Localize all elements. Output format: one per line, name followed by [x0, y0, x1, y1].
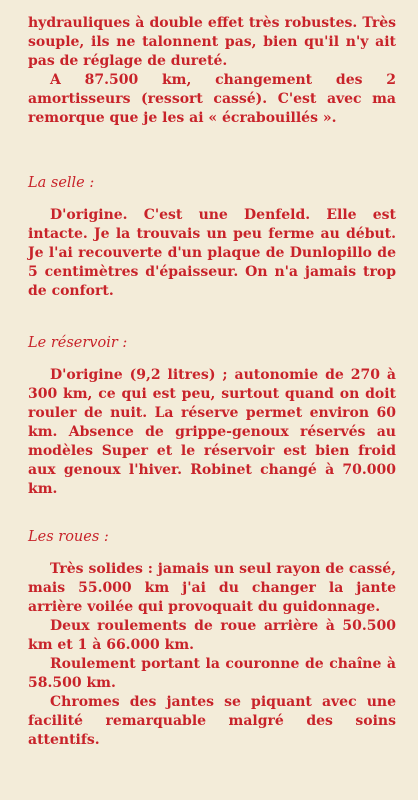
section-selle: [28, 174, 396, 301]
section-heading-reservoir: Le réservoir :: [28, 335, 128, 351]
section-paragraph: Roulement portant la couronne de chaîne à 58.500 km.: [28, 656, 396, 691]
section-reservoir: [28, 334, 396, 499]
section-paragraph: Chromes des jantes se piquant avec une facilité remarquable malgré des soins attentifs.: [28, 694, 396, 748]
intro-paragraph-1: hydrauliques à double effet très robustes. Très souple, ils ne talonnent pas, bien qu'il n'y ait pas de réglage de dureté.: [28, 15, 396, 69]
section-heading-selle: La selle :: [28, 175, 95, 191]
section-paragraph: D'origine. C'est une Denfeld. Elle est intacte. Je la trouvais un peu ferme au début. Je l'ai recouverte d'un plaque de Dunlopillo de 5 centimètres d'épaisseur. On n'a jamais trop de confort.: [28, 207, 396, 299]
section-heading-roues: Les roues :: [28, 529, 109, 545]
section-paragraph: Deux roulements de roue arrière à 50.500 km et 1 à 66.000 km.: [28, 618, 396, 653]
section-roues: [28, 528, 396, 750]
section-paragraph: D'origine (9,2 litres) ; autonomie de 270 à 300 km, ce qui est peu, surtout quand on doit rouler de nuit. La réserve permet environ 60 km. Absence de grippe-genoux réservés au modèles Super et le réservoir est bien froid aux genoux l'hiver. Robinet changé à 70.000 km.: [28, 367, 396, 497]
section-paragraph: Très solides : jamais un seul rayon de cassé, mais 55.000 km j'ai du changer la jante arrière voilée qui provoquait du guidonnage.: [28, 561, 396, 615]
intro-paragraph-2: A 87.500 km, changement des 2 amortisseurs (ressort cassé). C'est avec ma remorque que je les ai « écrabouillés ».: [28, 72, 396, 126]
intro-section: [28, 14, 396, 128]
